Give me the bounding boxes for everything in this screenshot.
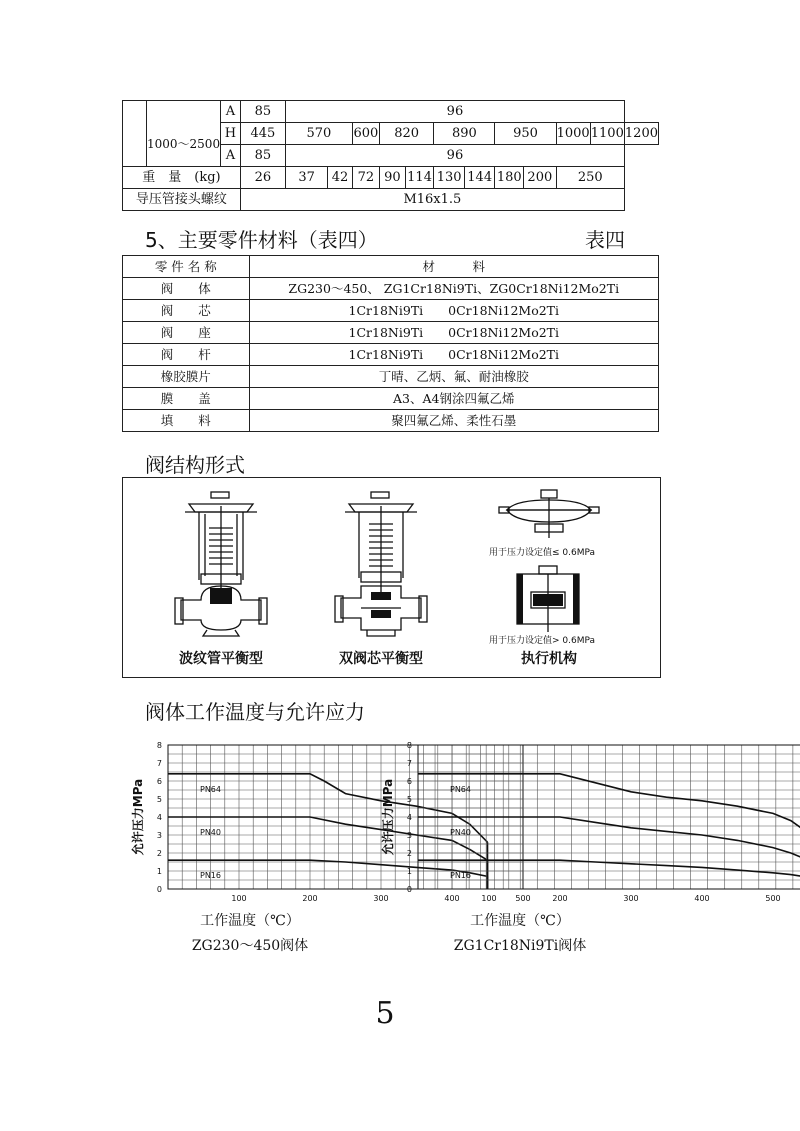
- x-tick-label: 400: [694, 894, 710, 903]
- table-row: A 85 96: [123, 101, 659, 123]
- piston-actuator-drawing: [503, 564, 593, 634]
- y-tick-label: 4: [156, 813, 162, 822]
- weight-row: 重 量 (kg) 26 37 42 72 90 114 130 144 180 200 250: [123, 167, 659, 189]
- y-tick-label: 4: [406, 813, 412, 822]
- y-tick-label: 3: [406, 831, 412, 840]
- x-tick-label: 100: [481, 894, 497, 903]
- y-tick-label: 1: [156, 867, 162, 876]
- caption-double-core: 双阀芯平衡型: [339, 651, 423, 667]
- size-range: 1000～2500: [147, 123, 221, 167]
- table-row: 阀 体 ZG230～450、 ZG1Cr18Ni9Ti、ZG0Cr18Ni12Mo2Ti: [123, 278, 659, 300]
- series-label: PN64: [450, 784, 471, 794]
- x-tick-label: 200: [302, 894, 318, 903]
- y-tick-label: 6: [406, 777, 412, 786]
- x-tick-label: 500: [765, 894, 781, 903]
- page-number: 5: [375, 996, 395, 1031]
- x-tick-label: 200: [552, 894, 568, 903]
- chart-0-xlabel: 工作温度（℃）: [200, 913, 300, 929]
- table-header: 零 件 名 称 材 料: [123, 256, 659, 278]
- diaphragm-actuator-drawing: [495, 488, 605, 548]
- series-label: PN40: [450, 828, 471, 837]
- table-row: 阀 座 1Cr18Ni9Ti 0Cr18Ni12Mo2Ti: [123, 322, 659, 344]
- y-tick-label: 7: [156, 759, 162, 768]
- y-tick-label: 6: [156, 777, 162, 786]
- chart-zg1cr18: [380, 735, 781, 905]
- table-row: 1000～2500 H 445 570 600 820 890 950 1000 1100 1200: [123, 123, 659, 145]
- chart-zg230: [130, 735, 531, 905]
- table-row: 填 料 聚四氟乙烯、柔性石墨: [123, 410, 659, 432]
- x-tick-label: 400: [444, 894, 460, 903]
- table-row: 阀 芯 1Cr18Ni9Ti 0Cr18Ni12Mo2Ti: [123, 300, 659, 322]
- x-tick-label: 500: [515, 894, 531, 903]
- table-row: 阀 杆 1Cr18Ni9Ti 0Cr18Ni12Mo2Ti: [123, 344, 659, 366]
- y-tick-label: 7: [406, 759, 412, 768]
- x-tick-label: 100: [231, 894, 247, 903]
- section-title: 5、主要零件材料（表四）: [145, 228, 378, 252]
- y-tick-label: 0: [406, 885, 412, 894]
- structure-figure: [122, 477, 661, 678]
- y-tick-label: 8: [156, 741, 162, 750]
- y-tick-label: 8: [406, 741, 412, 750]
- chart-1-title: ZG1Cr18Ni9Ti阀体: [453, 938, 587, 954]
- series-label: PN16: [450, 871, 471, 881]
- charts-title: 阀体工作温度与允许应力: [145, 700, 365, 724]
- series-label: PN16: [200, 871, 221, 881]
- thread-row: 导压管接头螺纹 M16x1.5: [123, 189, 659, 211]
- chart-1-xlabel: 工作温度（℃）: [470, 913, 570, 929]
- x-tick-label: 300: [373, 894, 389, 903]
- series-line-pn16: [418, 860, 800, 877]
- double-core-valve-drawing: [333, 488, 429, 638]
- series-line-pn40: [418, 817, 800, 860]
- dimension-table: [122, 100, 659, 211]
- x-tick-label: 300: [623, 894, 639, 903]
- caption-actuator: 执行机构: [521, 651, 577, 667]
- table-row: 膜 盖 A3、A4钢涂四氟乙烯: [123, 388, 659, 410]
- y-tick-label: 5: [156, 795, 162, 804]
- y-tick-label: 1: [406, 867, 412, 876]
- y-tick-label: 0: [156, 885, 162, 894]
- table-row: A 85 96: [123, 145, 659, 167]
- series-label: PN40: [200, 828, 221, 837]
- chart-0-title: ZG230～450阀体: [191, 938, 309, 954]
- bellows-valve-drawing: [171, 488, 271, 638]
- table-tag: 表四: [585, 228, 625, 252]
- structure-title: 阀结构形式: [145, 453, 245, 477]
- y-axis-label: 允许压力MPa: [381, 778, 395, 856]
- y-tick-label: 2: [406, 849, 412, 858]
- y-tick-label: 2: [156, 849, 162, 858]
- caption-bellows: 波纹管平衡型: [179, 651, 263, 667]
- row-label: A: [221, 101, 241, 123]
- series-label: PN64: [200, 784, 221, 794]
- materials-table: [122, 255, 659, 432]
- y-tick-label: 5: [406, 795, 412, 804]
- actuator-note-low: 用于压力设定值≤ 0.6MPa: [489, 548, 596, 558]
- y-tick-label: 3: [156, 831, 162, 840]
- table-row: 橡胶膜片 丁晴、乙炳、氟、耐油橡胶: [123, 366, 659, 388]
- actuator-note-high: 用于压力设定值> 0.6MPa: [489, 636, 596, 646]
- y-axis-label: 允许压力MPa: [131, 778, 145, 856]
